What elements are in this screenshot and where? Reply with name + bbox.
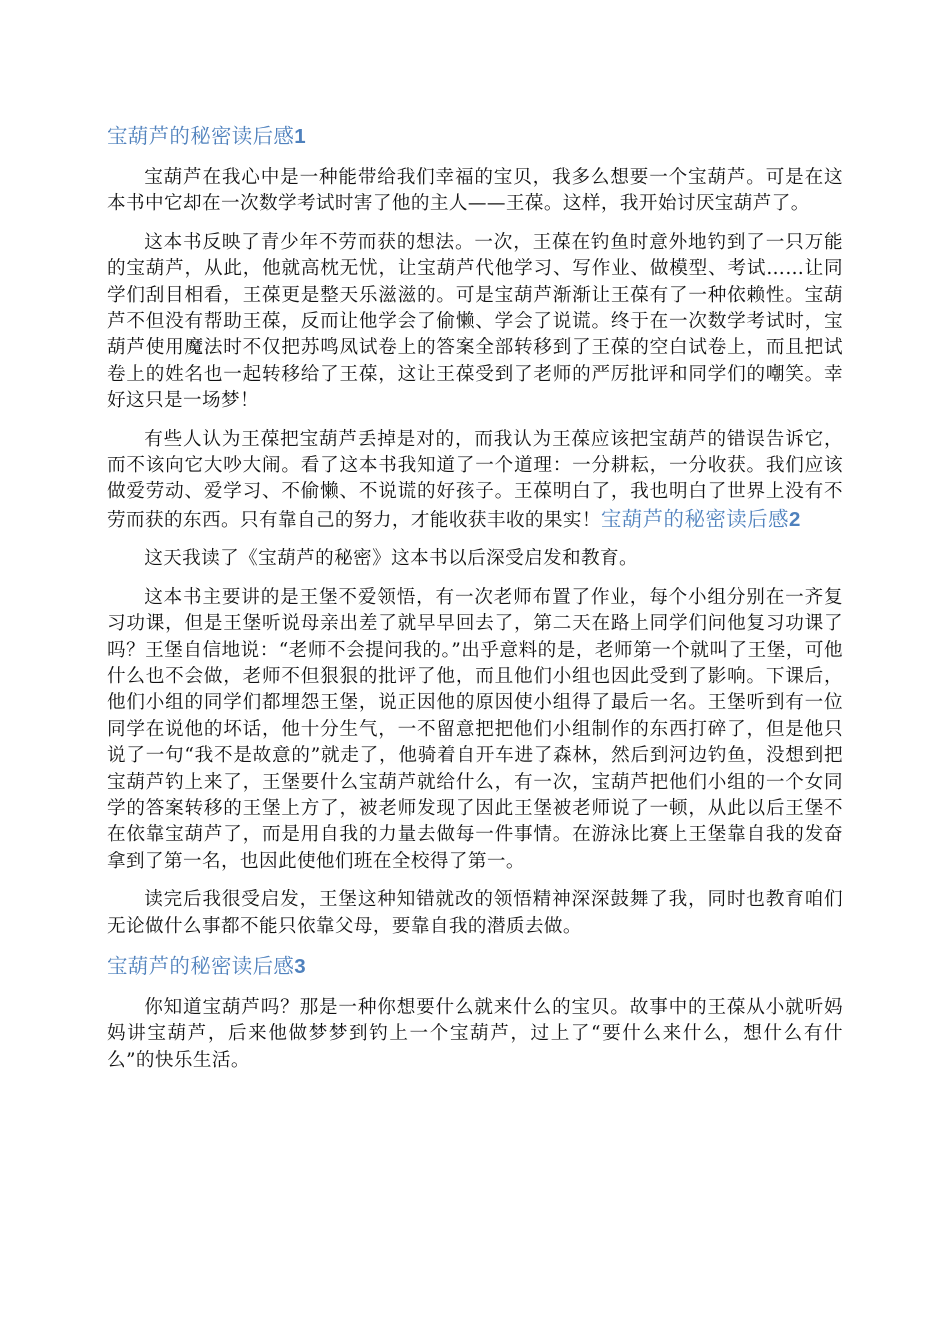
paragraph: 这天我读了《宝葫芦的秘密》这本书以后深受启发和教育。 — [144, 548, 639, 570]
paragraph: 你知道宝葫芦吗？那是一种你想要什么就来什么的宝贝。故事中的王葆从小就听妈妈讲宝葫芦，后来他做梦梦到钓上一个宝葫芦，过上了“要什么来什么，想什么有什么”的快乐生活。 — [107, 996, 843, 1071]
section-heading-3-text: 宝葫芦的秘密读后感 — [107, 953, 295, 978]
paragraph: 这本书反映了青少年不劳而获的想法。一次，王葆在钓鱼时意外地钓到了一只万能的宝葫芦，从此，他就高枕无忧，让宝葫芦代他学习、写作业、做模型、考试……让同学们刮目相看，王葆更是整天乐滋滋的。可是宝葫芦渐渐让王葆有了一种依赖性。宝葫芦不但没有帮助王葆，反而让他学会了偷懒、学会了说谎。终于在一次数学考试时，宝葫芦使用魔法时不仅把苏鸣凤试卷上的答案全部转移到了王葆的空白试卷上，而且把试卷上的姓名也一起转移给了王葆，这让王葆受到了老师的严厉批评和同学们的嘲笑。幸好这只是一场梦！ — [107, 231, 843, 412]
section-heading-3-number: 3 — [294, 954, 306, 978]
paragraph: 这本书主要讲的是王堡不爱领悟，有一次老师布置了作业，每个小组分别在一齐复习功课，但是王堡听说母亲出差了就早早回去了，第二天在路上同学们问他复习功课了吗？王堡自信地说：“老师不会提问我的。”出乎意料的是，老师第一个就叫了王堡，可他什么也不会做，老师不但狠狠的批评了他，而且他们小组也因此受到了影响。下课后，他们小组的同学们都埋怨王堡，说正因他的原因使小组得了最后一名。王堡听到有一位同学在说他的坏话，他十分生气，一不留意把把他们小组制作的东西打碎了，但是他只说了一句“我不是故意的”就走了，他骑着自开车进了森林，然后到河边钓鱼，没想到把宝葫芦钓上来了，王堡要什么宝葫芦就给什么，有一次，宝葫芦把他们小组的一个女同学的答案转移的王堡上方了，被老师发现了因此王堡被老师说了一顿，从此以后王堡不在依靠宝葫芦了，而是用自我的力量去做每一件事情。在游泳比赛上王堡靠自我的发奋拿到了第一名，也因此使他们班在全校得了第一。 — [107, 586, 843, 872]
paragraph-text: 有些人认为王葆把宝葫芦丢掉是对的，而我认为王葆应该把宝葫芦的错误告诉它，而不该向它大吵大闹。看了这本书我知道了一个道理：一分耕耘，一分收获。我们应该做爱劳动、爱学习、不偷懒、不说谎的好孩子。王葆明白了，我也明白了世界上没有不劳而获的东西。只有靠自己的努力，才能收获丰收的果实！ — [107, 428, 843, 531]
section-heading-2 — [601, 507, 801, 531]
section-heading-1-text: 宝葫芦的秘密读后感 — [107, 124, 295, 148]
paragraph-with-inline-heading — [107, 427, 843, 535]
paragraph: 宝葫芦在我心中是一种能带给我们幸福的宝贝，我多么想要一个宝葫芦。可是在这本书中它却在一次数学考试时害了他的主人——王葆。这样，我开始讨厌宝葫芦了。 — [107, 167, 843, 215]
section-heading-2-number: 2 — [788, 507, 801, 531]
section-heading-2-text: 宝葫芦的秘密读后感 — [600, 506, 789, 531]
section-heading-1 — [107, 122, 843, 151]
section-heading-1-number: 1 — [294, 125, 306, 148]
section-heading-3 — [107, 952, 843, 981]
paragraph: 读完后我很受启发，王堡这种知错就改的领悟精神深深鼓舞了我，同时也教育咱们无论做什么事都不能只依靠父母，要靠自我的潜质去做。 — [107, 889, 843, 937]
